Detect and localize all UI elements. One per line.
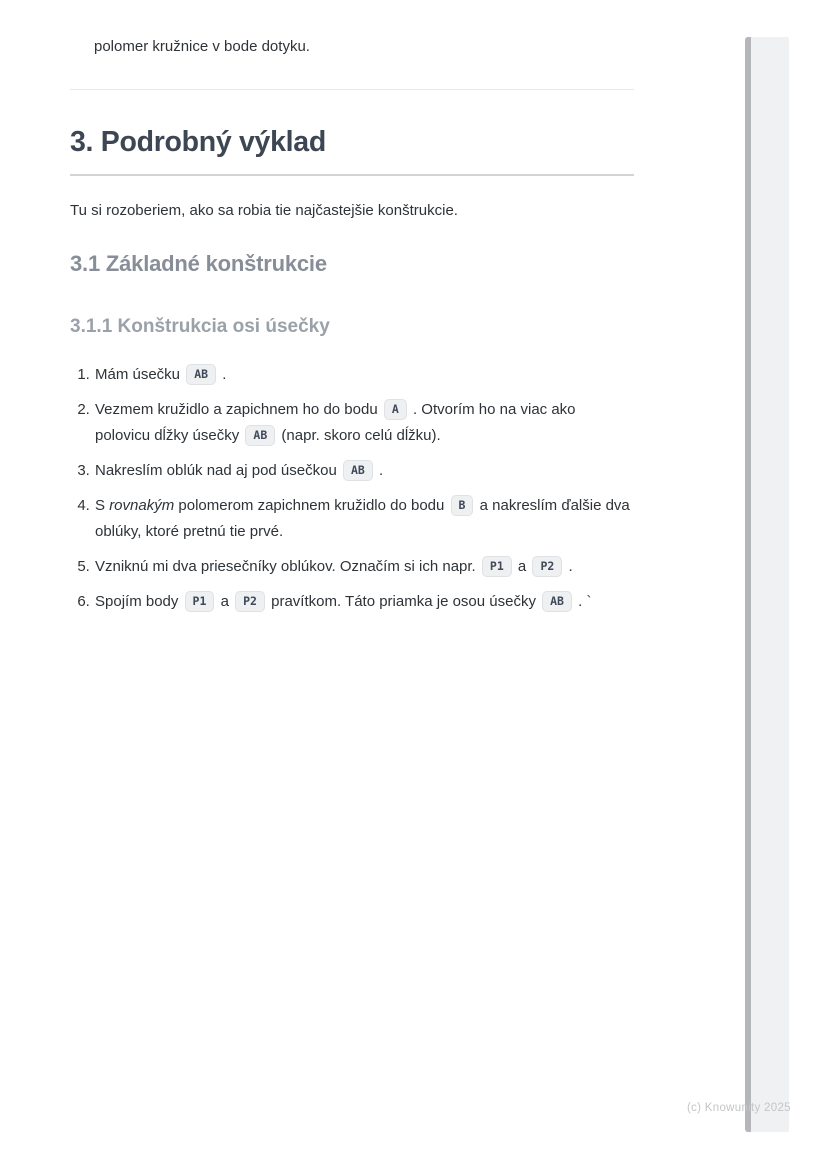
step-text: Mám úsečku (95, 366, 185, 383)
inline-code-badge: AB (542, 591, 572, 612)
watermark: (c) Knowunity 2025 (687, 1102, 791, 1114)
next-page-edge (745, 37, 789, 1132)
inline-code-badge: B (451, 495, 474, 516)
heading-podrobny-vyklad: 3. Podrobný výklad (70, 126, 634, 176)
step-text: . (564, 558, 573, 575)
step-text: Spojím body (95, 593, 183, 610)
step-text: . ` (573, 593, 592, 610)
step-item (94, 589, 634, 615)
section-divider (70, 89, 634, 90)
heading-zakladne-konstrukcie: 3.1 Základné konštrukcie (70, 251, 327, 276)
inline-code-badge: P2 (235, 591, 265, 612)
step-text: polomerom zapichnem kružidlo do bodu (174, 497, 449, 514)
inline-code-badge: P1 (185, 591, 215, 612)
step-item (94, 554, 634, 580)
step-text: Vezmem kružidlo a zapichnem ho do bodu (95, 401, 382, 418)
step-text: . (374, 462, 384, 479)
step-item (94, 493, 634, 545)
step-text: a nakreslím ďalšie dva oblúky, ktoré pretnú tie prvé. (95, 497, 630, 540)
step-text: a (216, 593, 234, 610)
emphasis-text: rovnakým (109, 497, 175, 514)
step-item (94, 397, 634, 449)
steps-list (70, 362, 634, 615)
inline-code-badge: AB (186, 364, 216, 385)
step-text: pravítkom. Táto priamka je osou úsečky (266, 593, 541, 610)
step-item (94, 362, 634, 388)
heading-konstrukcia-osi-usecky: 3.1.1 Konštrukcia osi úsečky (70, 316, 330, 337)
intro-paragraph: Tu si rozoberiem, ako sa robia tie najčastejšie konštrukcie. (70, 202, 458, 219)
step-text: . Otvorím ho na viac ako polovicu dĺžky úsečky (95, 401, 576, 444)
step-text: S (95, 497, 110, 514)
continuation-paragraph: polomer kružnice v bode dotyku. (94, 38, 310, 55)
step-text: Nakreslím oblúk nad aj pod úsečkou (95, 462, 341, 479)
inline-code-badge: AB (245, 425, 275, 446)
step-text: Vzniknú mi dva priesečníky oblúkov. Označím si ich napr. (95, 558, 480, 575)
inline-code-badge: P2 (532, 556, 562, 577)
step-text: a (513, 558, 531, 575)
step-item (94, 458, 634, 484)
step-text: . (218, 366, 227, 383)
inline-code-badge: A (384, 399, 407, 420)
document-content (70, 36, 634, 624)
next-page-edge-shadow (745, 37, 751, 1132)
inline-code-badge: AB (343, 460, 373, 481)
step-text: (napr. skoro celú dĺžku). (277, 427, 441, 444)
inline-code-badge: P1 (482, 556, 512, 577)
